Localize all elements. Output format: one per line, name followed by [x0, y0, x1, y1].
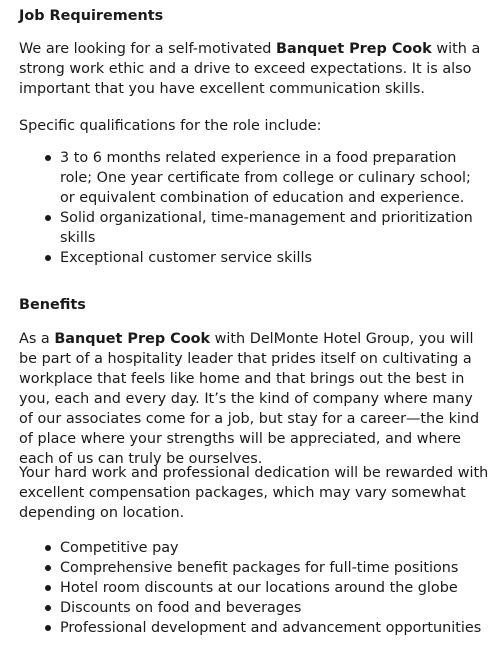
- list-item: [19, 148, 489, 208]
- qualifications-intro: Specific qualifications for the role include:: [19, 118, 322, 134]
- intro-text-end: with a strong work ethic and a drive to exceed expectations. It is also important that you have excellent communication skills.: [19, 41, 481, 97]
- job-title-emphasis: Banquet Prep Cook: [54, 331, 211, 347]
- list-item: [19, 208, 489, 248]
- list-item-text: Comprehensive benefit packages for full-time positions: [60, 560, 459, 576]
- para1-text-start: As a: [19, 331, 55, 347]
- list-item: [19, 598, 489, 618]
- bullet-icon: [45, 545, 51, 551]
- qualifications-list: [19, 148, 489, 268]
- list-item: [19, 578, 489, 598]
- list-item-text: Exceptional customer service skills: [60, 250, 312, 266]
- benefits-paragraph-1: [19, 329, 489, 469]
- benefits-heading: Benefits: [19, 297, 86, 313]
- list-item-text: Competitive pay: [60, 540, 179, 556]
- bullet-icon: [45, 585, 51, 591]
- list-item-text: Hotel room discounts at our locations around the globe: [60, 580, 458, 596]
- list-item: [19, 248, 489, 268]
- list-item-text: Discounts on food and beverages: [60, 600, 302, 616]
- para1-text-end: with DelMonte Hotel Group, you will be part of a hospitality leader that prides itself on cultivating a workplace that feels like home and that brings out the best in you, each and every day. It’s the kind of company where many of our associates come for a job, but stay for a career—the kind of place where your strengths will be appreciated, and where each of us can truly be ourselves.: [19, 331, 480, 467]
- benefits-list: [19, 538, 489, 638]
- bullet-icon: [45, 155, 51, 161]
- list-item-text: Solid organizational, time-management and prioritization skills: [60, 210, 473, 246]
- bullet-icon: [45, 565, 51, 571]
- intro-text-start: We are looking for a self-motivated: [19, 41, 277, 57]
- bullet-icon: [45, 625, 51, 631]
- job-title-emphasis: Banquet Prep Cook: [276, 41, 432, 57]
- benefits-paragraph-2: Your hard work and professional dedication will be rewarded with excellent compensation packages, which may vary somewhat depending on location.: [19, 465, 489, 521]
- job-requirements-heading: Job Requirements: [19, 8, 164, 24]
- list-item-text: Professional development and advancement opportunities: [60, 620, 482, 636]
- list-item: [19, 618, 489, 638]
- bullet-icon: [45, 605, 51, 611]
- list-item-text: 3 to 6 months related experience in a food preparation role; One year certificate from college or culinary school; or equivalent combination of education and experience.: [60, 150, 471, 206]
- bullet-icon: [45, 255, 51, 261]
- list-item: [19, 538, 489, 558]
- list-item: [19, 558, 489, 578]
- requirements-intro-paragraph: [19, 39, 489, 99]
- bullet-icon: [45, 215, 51, 221]
